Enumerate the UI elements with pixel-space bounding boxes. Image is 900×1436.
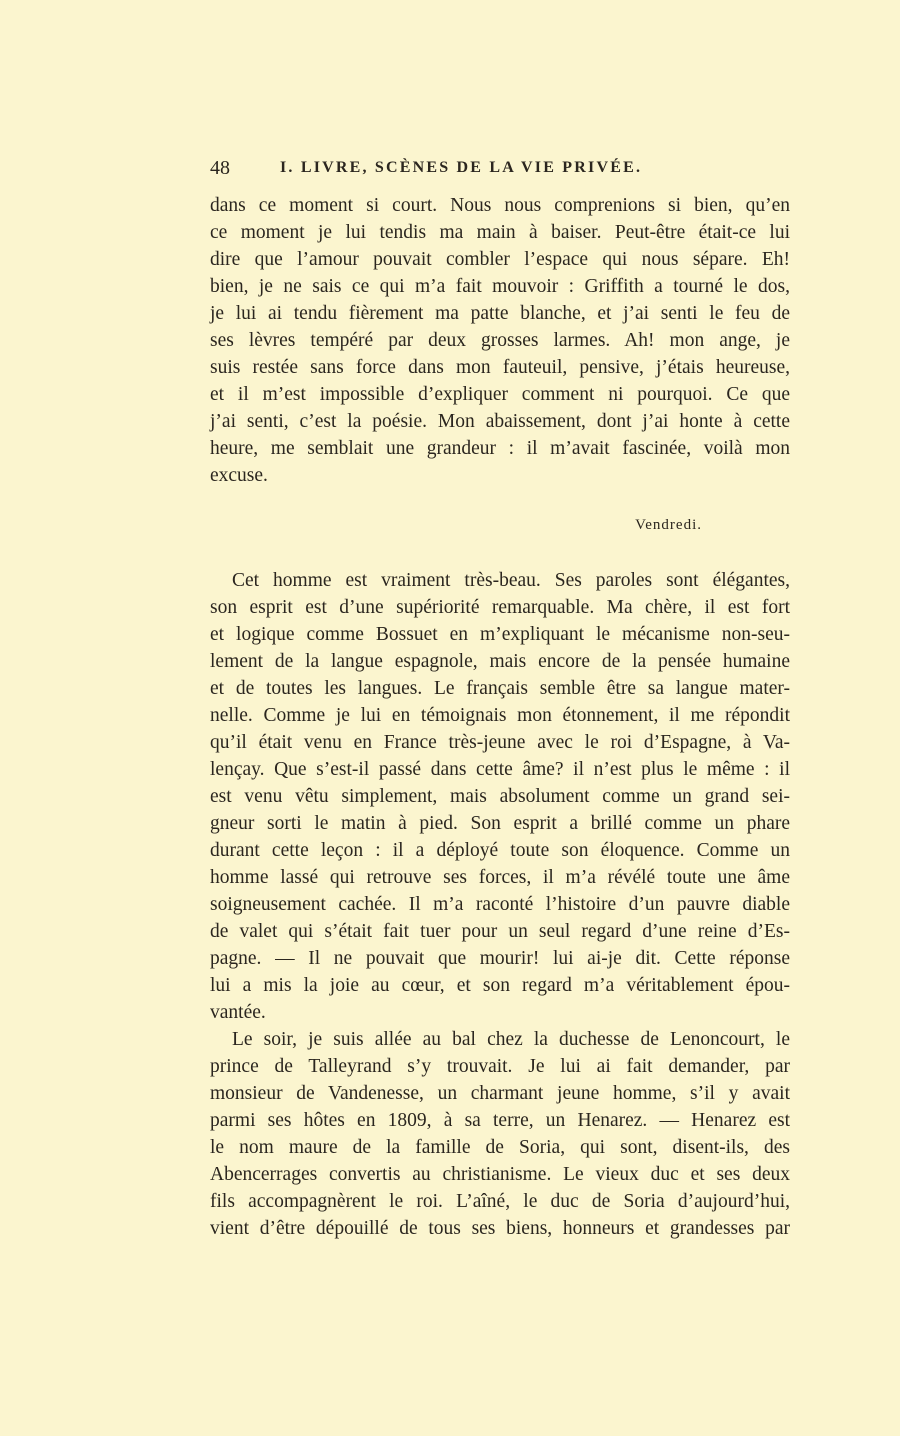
page-header (210, 157, 790, 183)
text-line: Cet homme est vraiment très-beau. Ses paroles sont élégantes, (232, 570, 790, 591)
text-line: ses lèvres tempéré par deux grosses larmes. Ah! mon ange, je (210, 330, 790, 351)
text-line: et de toutes les langues. Le français semble être sa langue mater- (210, 678, 790, 699)
text-line: de valet qui s’était fait tuer pour un seul regard d’une reine d’Es- (210, 921, 790, 942)
text-line: nelle. Comme je lui en témoignais mon étonnement, il me répondit (210, 705, 790, 726)
text-line: fils accompagnèrent le roi. L’aîné, le duc de Soria d’aujourd’hui, (210, 1191, 790, 1212)
text-line: durant cette leçon : il a déployé toute son éloquence. Comme un (210, 840, 790, 861)
dateline: Vendredi. (635, 517, 702, 533)
text-line: soigneusement cachée. Il m’a raconté l’histoire d’un pauvre diable (210, 894, 790, 915)
text-line: pagne. — Il ne pouvait que mourir! lui ai-je dit. Cette réponse (210, 948, 790, 969)
text-line: vantée. (210, 1002, 266, 1023)
text-line: gneur sorti le matin à pied. Son esprit a brillé comme un phare (210, 813, 790, 834)
text-line: vient d’être dépouillé de tous ses biens, honneurs et grandesses par (210, 1218, 790, 1239)
text-line: son esprit est d’une supériorité remarquable. Ma chère, il est fort (210, 597, 790, 618)
text-line: prince de Talleyrand s’y trouvait. Je lui ai fait demander, par (210, 1056, 790, 1077)
paragraph-3 (210, 1026, 790, 1242)
text-line: je lui ai tendu fièrement ma patte blanche, et j’ai senti le feu de (210, 303, 790, 324)
text-line: j’ai senti, c’est la poésie. Mon abaissement, dont j’ai honte à cette (210, 411, 790, 432)
text-line: excuse. (210, 465, 268, 486)
text-line: et il m’est impossible d’expliquer comment ni pourquoi. Ce que (210, 384, 790, 405)
text-line: suis restée sans force dans mon fauteuil, pensive, j’étais heureuse, (210, 357, 790, 378)
text-line: lement de la langue espagnole, mais encore de la pensée humaine (210, 651, 790, 672)
text-line: homme lassé qui retrouve ses forces, il m’a révélé toute une âme (210, 867, 790, 888)
text-line: lençay. Que s’est-il passé dans cette âme? il n’est plus le même : il (210, 759, 790, 780)
text-line: dire que l’amour pouvait combler l’espace qui nous sépare. Eh! (210, 249, 790, 270)
running-title: I. LIVRE, SCÈNES DE LA VIE PRIVÉE. (280, 159, 643, 176)
text-line: monsieur de Vandenesse, un charmant jeune homme, s’il y avait (210, 1083, 790, 1104)
text-line: dans ce moment si court. Nous nous comprenions si bien, qu’en (210, 195, 790, 216)
text-line: bien, je ne sais ce qui m’a fait mouvoir : Griffith a tourné le dos, (210, 276, 790, 297)
text-line: est venu vêtu simplement, mais absolument comme un grand sei- (210, 786, 790, 807)
text-line: Le soir, je suis allée au bal chez la duchesse de Lenoncourt, le (232, 1029, 790, 1050)
paragraph-1 (210, 192, 790, 489)
text-line: ce moment je lui tendis ma main à baiser. Peut-être était-ce lui (210, 222, 790, 243)
page-number: 48 (210, 157, 230, 179)
paragraph-2 (210, 567, 790, 1026)
text-line: parmi ses hôtes en 1809, à sa terre, un Henarez. — Henarez est (210, 1110, 790, 1131)
text-line: et logique comme Bossuet en m’expliquant le mécanisme non-seu- (210, 624, 790, 645)
text-line: Abencerrages convertis au christianisme. Le vieux duc et ses deux (210, 1164, 790, 1185)
text-line: le nom maure de la famille de Soria, qui sont, disent-ils, des (210, 1137, 790, 1158)
text-line: heure, me semblait une grandeur : il m’avait fascinée, voilà mon (210, 438, 790, 459)
text-line: lui a mis la joie au cœur, et son regard m’a véritablement épou- (210, 975, 790, 996)
text-line: qu’il était venu en France très-jeune avec le roi d’Espagne, à Va- (210, 732, 790, 753)
